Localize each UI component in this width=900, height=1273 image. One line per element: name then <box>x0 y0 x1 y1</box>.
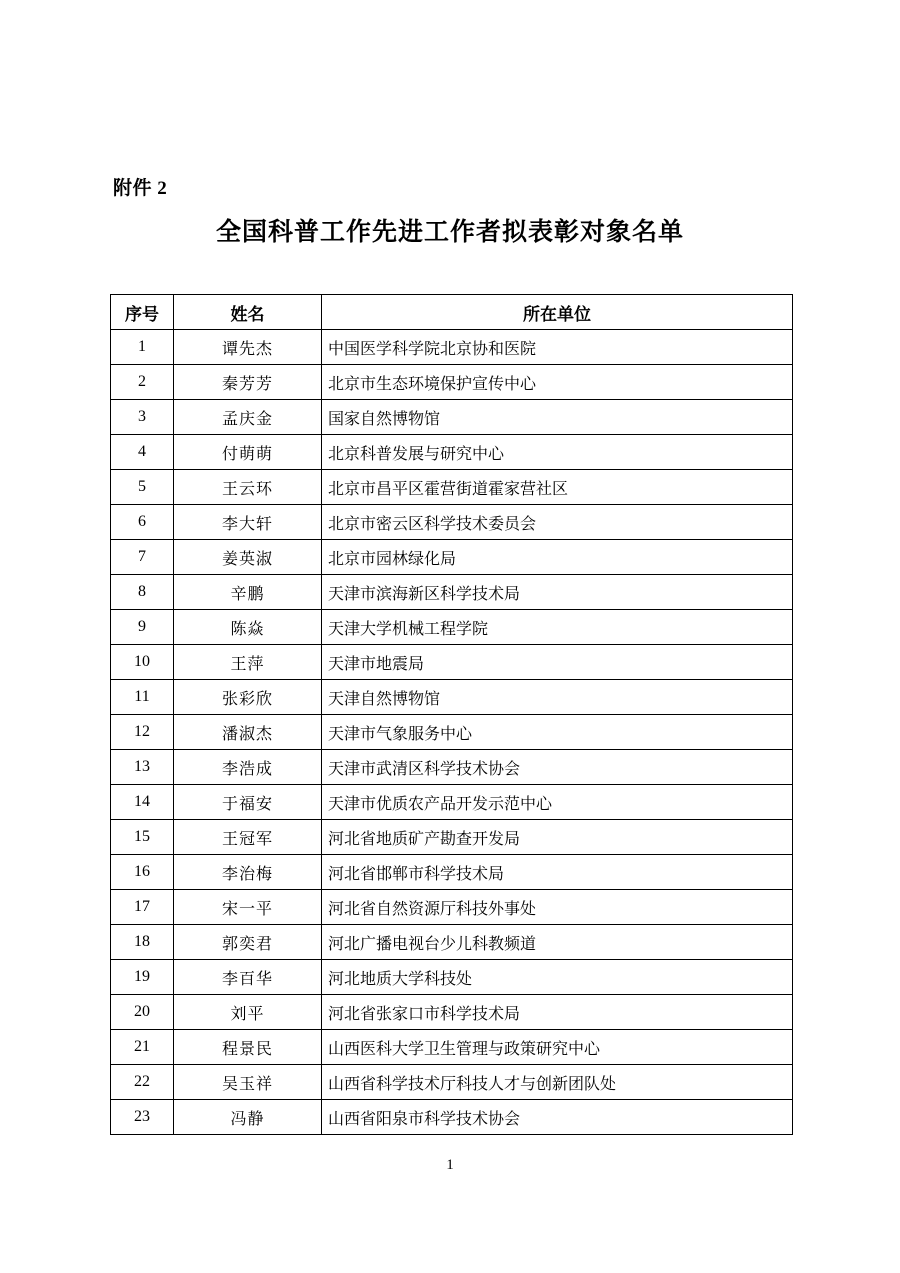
cell-unit: 山西省科学技术厅科技人才与创新团队处 <box>322 1065 793 1100</box>
table-row <box>111 470 793 505</box>
table-row <box>111 750 793 785</box>
table-row <box>111 680 793 715</box>
table-row <box>111 365 793 400</box>
cell-name: 刘平 <box>174 995 322 1030</box>
column-header-index: 序号 <box>111 295 174 330</box>
cell-unit: 国家自然博物馆 <box>322 400 793 435</box>
cell-index: 5 <box>111 470 174 505</box>
cell-name: 李大轩 <box>174 505 322 540</box>
cell-unit: 北京市昌平区霍营街道霍家营社区 <box>322 470 793 505</box>
cell-name: 付萌萌 <box>174 435 322 470</box>
cell-index: 15 <box>111 820 174 855</box>
cell-unit: 天津大学机械工程学院 <box>322 610 793 645</box>
cell-index: 19 <box>111 960 174 995</box>
cell-unit: 中国医学科学院北京协和医院 <box>322 330 793 365</box>
cell-name: 辛鹏 <box>174 575 322 610</box>
cell-name: 李百华 <box>174 960 322 995</box>
cell-index: 9 <box>111 610 174 645</box>
cell-name: 冯静 <box>174 1100 322 1135</box>
cell-unit: 河北广播电视台少儿科教频道 <box>322 925 793 960</box>
cell-name: 宋一平 <box>174 890 322 925</box>
cell-index: 11 <box>111 680 174 715</box>
table-row <box>111 400 793 435</box>
cell-index: 10 <box>111 645 174 680</box>
cell-unit: 天津市气象服务中心 <box>322 715 793 750</box>
page-number: 1 <box>446 1157 454 1173</box>
cell-name: 李浩成 <box>174 750 322 785</box>
cell-unit: 天津市滨海新区科学技术局 <box>322 575 793 610</box>
cell-index: 1 <box>111 330 174 365</box>
cell-index: 12 <box>111 715 174 750</box>
table-row <box>111 785 793 820</box>
cell-index: 17 <box>111 890 174 925</box>
cell-index: 14 <box>111 785 174 820</box>
cell-name: 谭先杰 <box>174 330 322 365</box>
table-row <box>111 960 793 995</box>
cell-name: 姜英淑 <box>174 540 322 575</box>
cell-name: 陈焱 <box>174 610 322 645</box>
table-header-row <box>111 295 793 330</box>
table-header <box>111 295 793 330</box>
table-row <box>111 715 793 750</box>
attachment-label: 附件 2 <box>113 178 168 199</box>
cell-unit: 北京市密云区科学技术委员会 <box>322 505 793 540</box>
table-row <box>111 330 793 365</box>
column-header-name: 姓名 <box>174 295 322 330</box>
cell-name: 王云环 <box>174 470 322 505</box>
table-row <box>111 995 793 1030</box>
cell-name: 王萍 <box>174 645 322 680</box>
cell-index: 6 <box>111 505 174 540</box>
cell-unit: 天津市武清区科学技术协会 <box>322 750 793 785</box>
cell-unit: 天津市地震局 <box>322 645 793 680</box>
cell-unit: 河北省自然资源厅科技外事处 <box>322 890 793 925</box>
cell-index: 3 <box>111 400 174 435</box>
table-row <box>111 435 793 470</box>
cell-unit: 北京市生态环境保护宣传中心 <box>322 365 793 400</box>
cell-unit: 北京市园林绿化局 <box>322 540 793 575</box>
cell-name: 张彩欣 <box>174 680 322 715</box>
cell-name: 郭奕君 <box>174 925 322 960</box>
table-row <box>111 645 793 680</box>
honoree-list-table <box>110 294 793 1135</box>
cell-index: 13 <box>111 750 174 785</box>
table-row <box>111 820 793 855</box>
cell-unit: 天津自然博物馆 <box>322 680 793 715</box>
cell-name: 于福安 <box>174 785 322 820</box>
table-row <box>111 855 793 890</box>
table-row <box>111 1100 793 1135</box>
cell-index: 4 <box>111 435 174 470</box>
table-row <box>111 1030 793 1065</box>
cell-unit: 河北省张家口市科学技术局 <box>322 995 793 1030</box>
table-row <box>111 610 793 645</box>
cell-index: 16 <box>111 855 174 890</box>
cell-unit: 北京科普发展与研究中心 <box>322 435 793 470</box>
table-row <box>111 1065 793 1100</box>
table-row <box>111 575 793 610</box>
cell-index: 18 <box>111 925 174 960</box>
cell-index: 20 <box>111 995 174 1030</box>
cell-index: 22 <box>111 1065 174 1100</box>
cell-index: 8 <box>111 575 174 610</box>
table-row <box>111 505 793 540</box>
cell-index: 23 <box>111 1100 174 1135</box>
cell-name: 李治梅 <box>174 855 322 890</box>
cell-unit: 山西省阳泉市科学技术协会 <box>322 1100 793 1135</box>
cell-unit: 河北地质大学科技处 <box>322 960 793 995</box>
cell-unit: 天津市优质农产品开发示范中心 <box>322 785 793 820</box>
cell-unit: 山西医科大学卫生管理与政策研究中心 <box>322 1030 793 1065</box>
cell-index: 2 <box>111 365 174 400</box>
table-row <box>111 925 793 960</box>
cell-name: 秦芳芳 <box>174 365 322 400</box>
cell-name: 潘淑杰 <box>174 715 322 750</box>
cell-index: 21 <box>111 1030 174 1065</box>
cell-name: 孟庆金 <box>174 400 322 435</box>
table-row <box>111 540 793 575</box>
column-header-unit: 所在单位 <box>322 295 793 330</box>
cell-name: 吴玉祥 <box>174 1065 322 1100</box>
page-title: 全国科普工作先进工作者拟表彰对象名单 <box>215 219 684 246</box>
cell-unit: 河北省邯郸市科学技术局 <box>322 855 793 890</box>
cell-index: 7 <box>111 540 174 575</box>
cell-name: 程景民 <box>174 1030 322 1065</box>
cell-unit: 河北省地质矿产勘查开发局 <box>322 820 793 855</box>
table-body <box>111 330 793 1135</box>
cell-name: 王冠军 <box>174 820 322 855</box>
table-row <box>111 890 793 925</box>
